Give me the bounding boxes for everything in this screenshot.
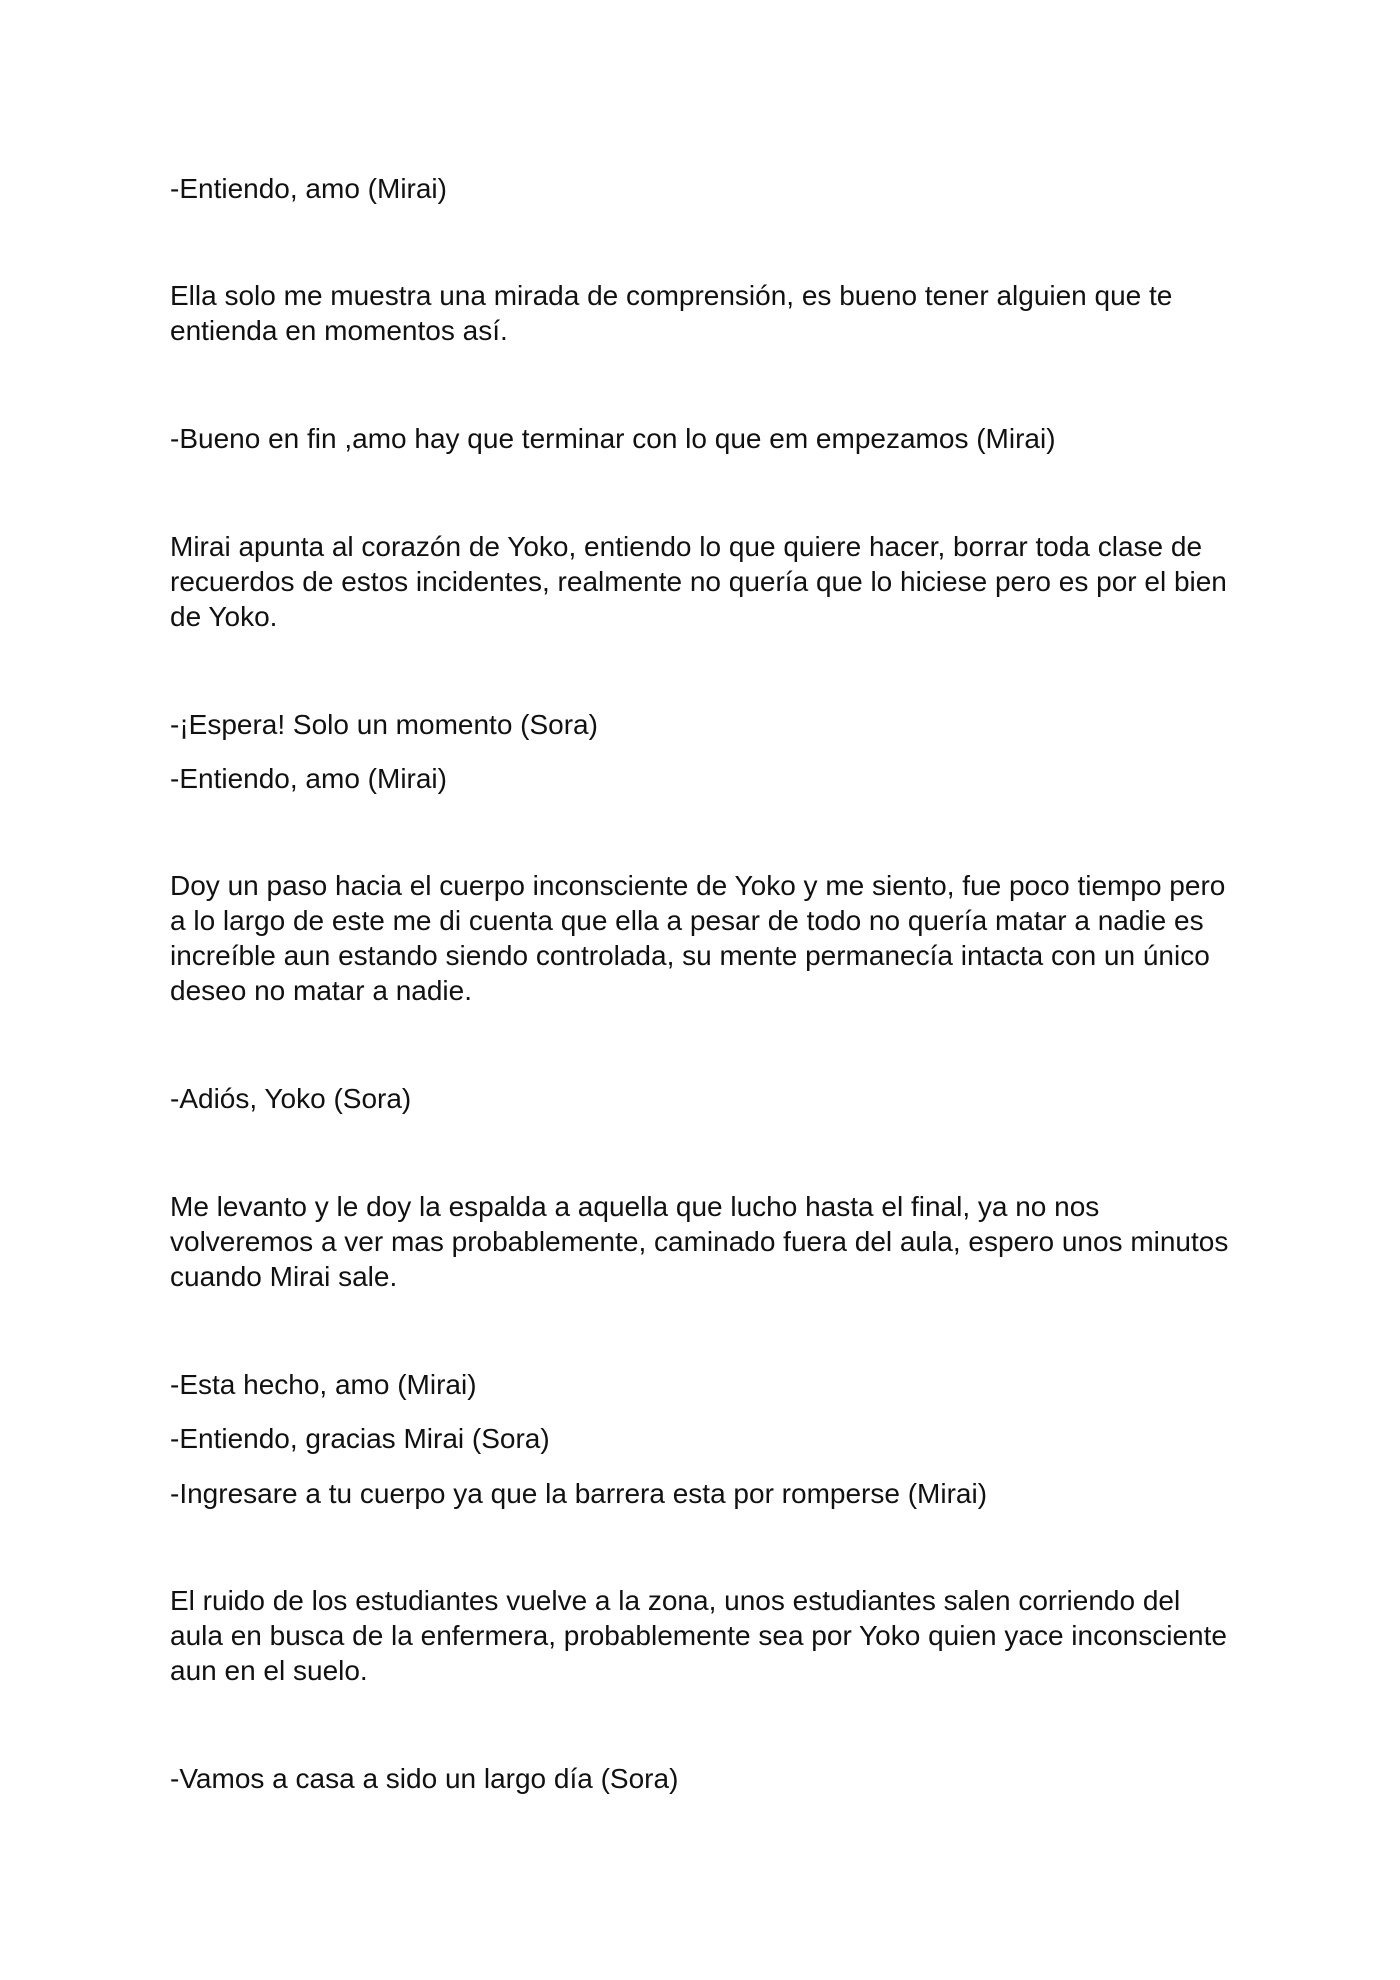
dialogue-line: -Adiós, Yoko (Sora) <box>170 1083 412 1114</box>
dialogue-line: -Esta hecho, amo (Mirai) <box>170 1369 477 1400</box>
dialogue-line: -¡Espera! Solo un momento (Sora) <box>170 709 598 740</box>
dialogue-line: -Ingresare a tu cuerpo ya que la barrera esta por romperse (Mirai) <box>170 1478 988 1509</box>
narration-paragraph: Me levanto y le doy la espalda a aquella que lucho hasta el final, ya no nos volveremos a ver mas probablemente, caminado fuera del aula, espero unos minutos cuando Mirai sale. <box>170 1191 1229 1292</box>
narration-paragraph: Mirai apunta al corazón de Yoko, entiendo lo que quiere hacer, borrar toda clase de recuerdos de estos incidentes, realmente no quería que lo hiciese pero es por el bien de Yoko. <box>170 531 1227 632</box>
dialogue-line: -Entiendo, amo (Mirai) <box>170 763 447 794</box>
dialogue-line: -Vamos a casa a sido un largo día (Sora) <box>170 1763 679 1794</box>
narration-paragraph: El ruido de los estudiantes vuelve a la zona, unos estudiantes salen corriendo del aula en busca de la enfermera, probablemente sea por Yoko quien yace inconsciente aun en el suelo. <box>170 1585 1227 1686</box>
dialogue-line: -Bueno en fin ,amo hay que terminar con lo que em empezamos (Mirai) <box>170 423 1056 454</box>
dialogue-line: -Entiendo, amo (Mirai) <box>170 173 447 204</box>
narration-paragraph: Ella solo me muestra una mirada de comprensión, es bueno tener alguien que te entienda en momentos así. <box>170 280 1173 346</box>
narration-paragraph: Doy un paso hacia el cuerpo inconsciente de Yoko y me siento, fue poco tiempo pero a lo largo de este me di cuenta que ella a pesar de todo no quería matar a nadie es increíble aun estando siendo controlada, su mente permanecía intacta con un único deseo no matar a nadie. <box>170 870 1226 1006</box>
dialogue-line: -Entiendo, gracias Mirai (Sora) <box>170 1423 550 1454</box>
